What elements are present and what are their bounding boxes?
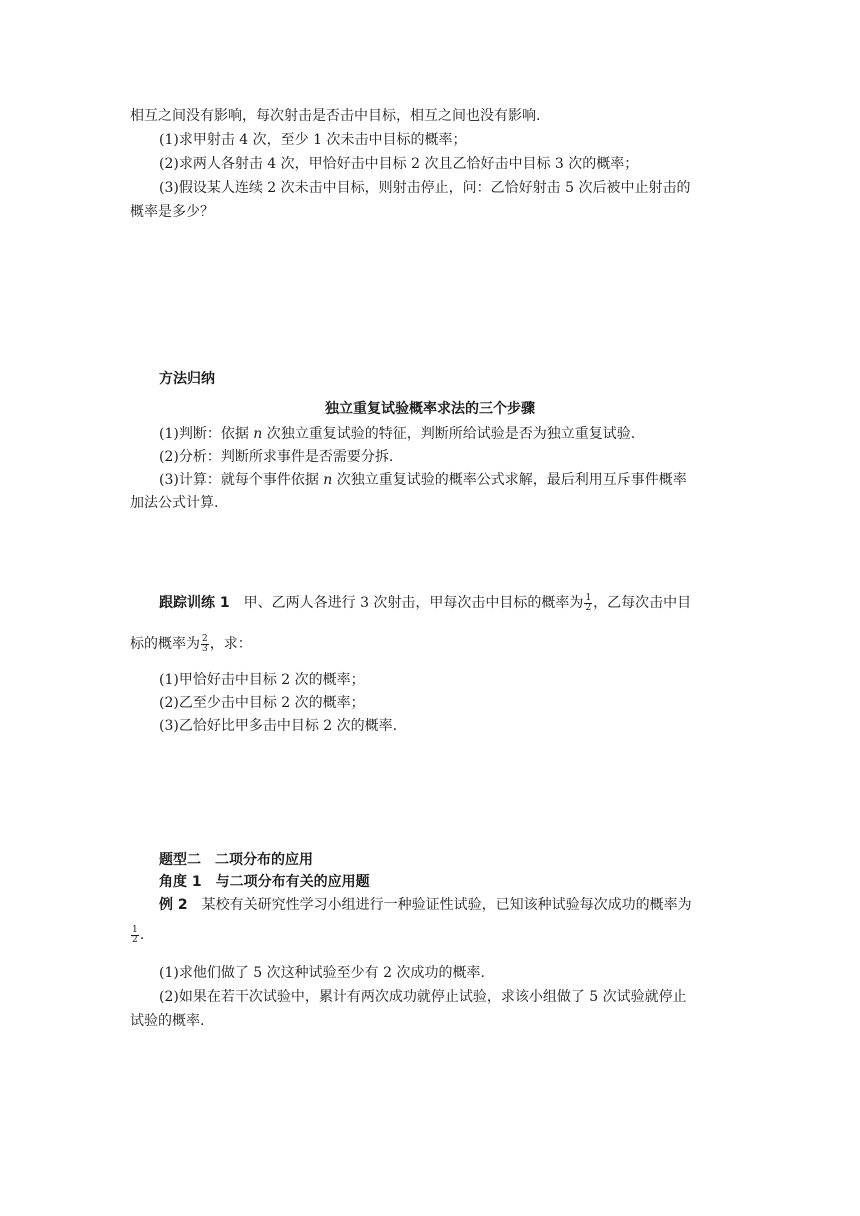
example-question-2: (2)如果在若干次试验中，累计有两次成功就停止试验，求该小组做了 5 次试验就停止 (159, 989, 687, 1005)
section-heading: 题型二 二项分布的应用 (159, 852, 313, 868)
method-title: 独立重复试验概率求法的三个步骤 (325, 401, 535, 417)
exercise-question-2: (2)乙至少击中目标 2 次的概率； (159, 695, 365, 711)
angle-heading: 角度 1 与二项分布有关的应用题 (159, 874, 370, 890)
fraction-1-2: $\frac{1}{2}$ (585, 592, 592, 613)
exercise-line-1: 跟踪训练 1 甲、乙两人各进行 3 次射击，甲每次击中目标的概率为 $\frac{1}{2}$ ，乙每次击中目 (159, 592, 692, 613)
example-question-1: (1)求他们做了 5 次这种试验至少有 2 次成功的概率. (159, 965, 485, 981)
method-step-3-cont: 加法公式计算. (130, 495, 219, 511)
exercise-label: 跟踪训练 1 (159, 595, 230, 611)
exercise-line-2: 标的概率为 $\frac{2}{3}$ ，求： (130, 633, 252, 654)
intro-question-3-cont: 概率是多少？ (130, 204, 214, 220)
method-step-3: (3)计算：就每个事件依据 n 次独立重复试验的概率公式求解，最后利用互斥事件概率 (159, 472, 687, 488)
fraction-1-2: $\frac{1}{2}$ (132, 924, 138, 945)
intro-question-2: (2)求两人各射击 4 次，甲恰好击中目标 2 次且乙恰好击中目标 3 次的概率； (159, 156, 639, 172)
example-2-line: 例 2 某校有关研究性学习小组进行一种验证性试验，已知该种试验每次成功的概率为 (159, 897, 692, 913)
intro-line: 相互之间没有影响，每次射击是否击中目标，相互之间也没有影响. (130, 108, 541, 124)
example-label: 例 2 (159, 897, 188, 913)
method-step-1: (1)判断：依据 n 次独立重复试验的特征，判断所给试验是否为独立重复试验. (159, 426, 636, 442)
fraction-2-3: $\frac{2}{3}$ (202, 633, 208, 654)
example-2-fraction-line: $\frac{1}{2}$ . (132, 924, 145, 945)
exercise-question-1: (1)甲恰好击中目标 2 次的概率； (159, 672, 365, 688)
method-heading: 方法归纳 (159, 371, 215, 387)
intro-question-3: (3)假设某人连续 2 次未击中目标，则射击停止，问：乙恰好射击 5 次后被中止射击的 (159, 180, 691, 196)
example-question-2-cont: 试验的概率. (130, 1013, 205, 1029)
method-step-2: (2)分析：判断所求事件是否需要分拆. (159, 449, 394, 465)
intro-question-1: (1)求甲射击 4 次，至少 1 次未击中目标的概率； (159, 132, 467, 148)
exercise-question-3: (3)乙恰好比甲多击中目标 2 次的概率. (159, 718, 398, 734)
